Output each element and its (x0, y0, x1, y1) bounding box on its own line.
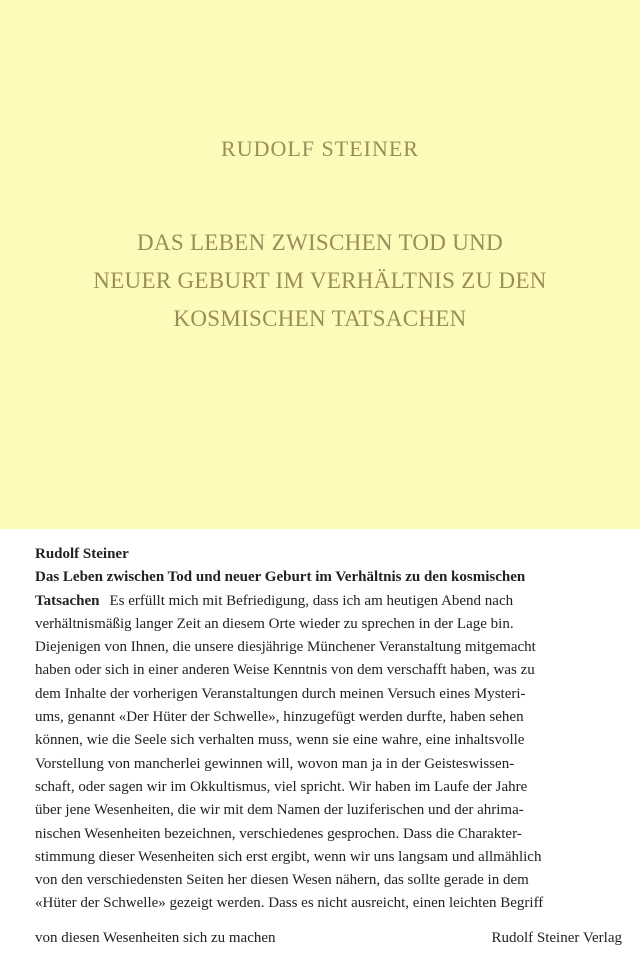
cover-title-line: NEUER GEBURT IM VERHÄLTNIS ZU DEN (93, 268, 547, 293)
cover-title (0, 224, 640, 338)
blurb-title-line-2 (35, 590, 623, 613)
blurb-line: verhältnismäßig langer Zeit an diesem Orte wieder zu sprechen in der Lage bin. (35, 615, 514, 632)
blurb-last-line: von diesen Wesenheiten sich zu machen (35, 930, 276, 946)
blurb-line: «Hüter der Schwelle» gezeigt werden. Dass es nicht ausreicht, einen leichten Begriff (35, 895, 544, 912)
blurb-title-part2: Tatsachen (35, 592, 100, 609)
publisher-name: Rudolf Steiner Verlag (491, 930, 622, 946)
blurb-first-line: Es erfüllt mich mit Befriedigung, dass ich am heutigen Abend nach (109, 592, 514, 609)
blurb-line: dem Inhalte der vorherigen Veranstaltungen durch meinen Versuch eines Mysteri- (35, 685, 526, 702)
blurb-author-line (35, 543, 623, 566)
cover-title-line: KOSMISCHEN TATSACHEN (173, 306, 467, 331)
blurb-line: nischen Wesenheiten bezeichnen, verschiedenes gesprochen. Dass die Charakter- (35, 825, 522, 842)
blurb-line: von den verschiedensten Seiten her diesen Wesen nähern, das sollte gerade in dem (35, 872, 529, 889)
cover-title-line: DAS LEBEN ZWISCHEN TOD UND (137, 230, 503, 255)
blurb-line: können, wie die Seele sich verhalten muss, wenn sie eine wahre, eine inhaltsvolle (35, 732, 525, 749)
blurb-title-part1: Das Leben zwischen Tod und neuer Geburt im Verhältnis zu den kosmischen (35, 569, 526, 586)
blurb-line: schaft, oder sagen wir im Okkultismus, viel spricht. Wir haben im Laufe der Jahre (35, 778, 528, 795)
blurb-line: ums, genannt «Der Hüter der Schwelle», hinzugefügt werden durfte, haben sehen (35, 709, 524, 726)
blurb-title-line (35, 566, 623, 589)
blurb-line: über jene Wesenheiten, die wir mit dem Namen der luziferischen und der ahrima- (35, 802, 524, 819)
cover-author: RUDOLF STEINER (221, 136, 419, 161)
blurb-line: Diejenigen von Ihnen, die unsere diesjährige Münchener Veranstaltung mitgemacht (35, 639, 536, 656)
blurb-line: haben oder sich in einer anderen Weise Kenntnis von dem verschafft haben, was zu (35, 662, 535, 679)
blurb-line: stimmung dieser Wesenheiten sich erst ergibt, wenn wir uns langsam und allmählich (35, 848, 542, 865)
blurb-author: Rudolf Steiner (35, 546, 129, 562)
blurb-line: Vorstellung von mancherlei gewinnen will, wovon man ja in der Geisteswissen- (35, 755, 515, 772)
blurb-text (35, 543, 623, 916)
